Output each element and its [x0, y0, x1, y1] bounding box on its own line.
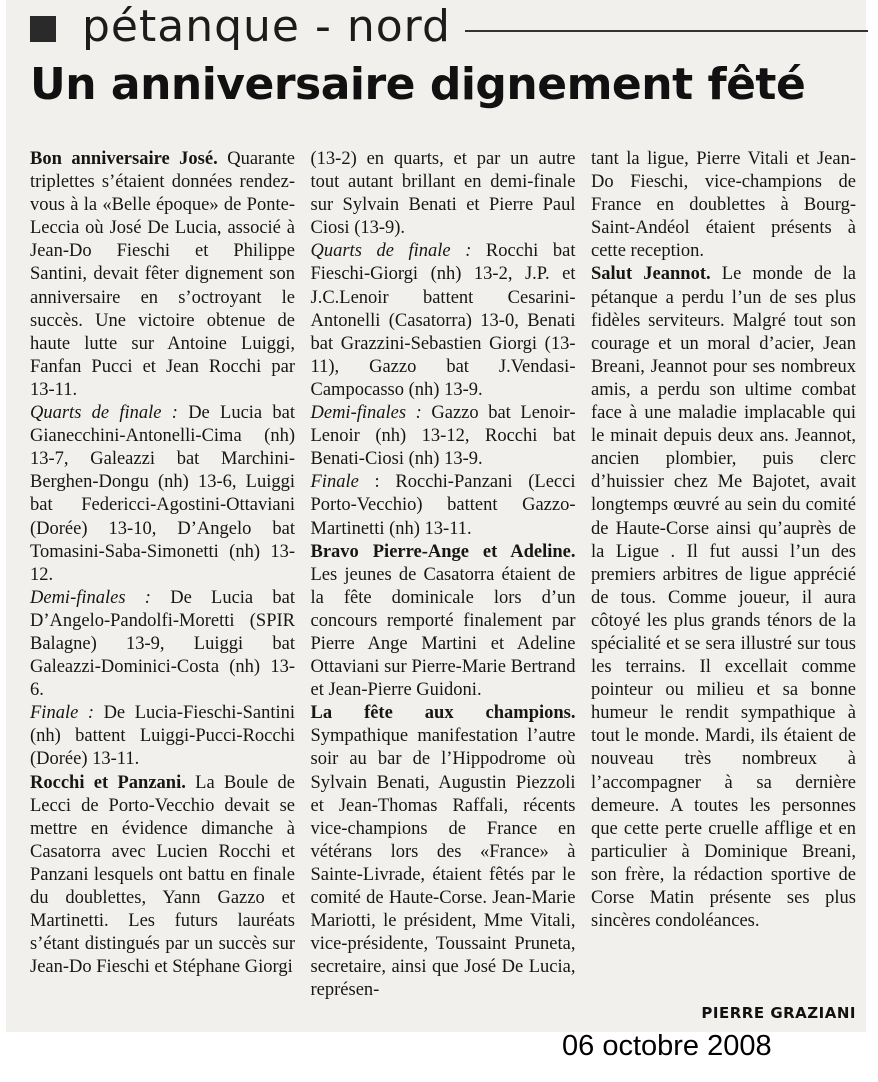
paragraph-text: Quarante triplettes s’étaient données rendez-vous à la «Belle époque» de Ponte-Leccia où José De Lucia, associé à Jean-Do Fieschi et Philippe Santini, devait fêter dignement son anniversaire en s’octroyant le succès. Une victoire obtenue de haute lutte sur Antoine Luiggi, Fanfan Pucci et Jean Rocchi par 13-11. [30, 149, 296, 400]
paragraph-text: Gazzo bat Lenoir-Lenoir (nh) 13-12, Rocchi bat Benati-Ciosi (nh) 13-9. [310, 403, 576, 470]
paragraph [311, 541, 576, 703]
rubric-rule [465, 30, 868, 32]
paragraph-text: Le monde de la pétanque a perdu l’un de ses plus fidèles serviteurs. Malgré tout son courage et un moral d’acier, Jean Breani, Jeannot pour ses nombreux amis, a perdu son ultime combat face à une maladie implacable qui le minait depuis deux ans. Jeannot, ancien plombier, puis clerc d’huissier chez Me Bajotet, avait longtemps œuvré au sein du comité de Haute-Corse ainsi qu’auprès de la Ligue . Il fut aussi l’un des premiers arbitres de ligue apprécié de tous. Comme joueur, il aura côtoyé les plus grands ténors de la spécialité et se sera illustré sur tous les terrains. Il excellait comme pointeur ou milieu et sa bonne humeur le rendit sympathique à tout le monde. Mardi, ils étaient de nouveau très nombreux à l’accompagner à sa dernière demeure. A toutes les personnes que cette perte cruelle afflige et en particulier à Dominique Breani, son frère, la rédaction sportive de Corse Matin présente ses plus sincères condoléances. [591, 264, 856, 932]
rubric-square-icon [30, 16, 56, 42]
paragraph-lead: Bon anniversaire José. [30, 149, 218, 169]
rubric-text: pétanque - nord [82, 1, 451, 52]
section-rubric [30, 1, 868, 52]
paragraph-text: La Boule de Lecci de Porto-Vecchio devait se mettre en évidence dimanche à Casatorra avec Lucien Rocchi et Panzani lesquels ont battu en finale du doublettes, Yann Gazzo et Martinetti. Les futurs lauréats s’étant distingués par un succès sur Jean-Do Fieschi et Stéphane Giorgi [30, 772, 295, 978]
paragraph-lead: Salut Jeannot. [591, 264, 711, 285]
paragraph [30, 702, 295, 771]
paragraph [311, 402, 576, 471]
paragraph [30, 402, 295, 587]
paragraph-text: De Lucia bat D’Angelo-Pandolfi-Moretti (SPIR Balagne) 13-9, Luiggi bat Galeazzi-Dominici-Costa (nh) 13-6. [30, 587, 295, 701]
paragraph-text: (13-2) en quarts, et par un autre tout autant brillant en demi-finale sur Sylvain Benati et Pierre Paul Ciosi (13-9). [310, 149, 576, 239]
paragraph-text: Sympathique manifestation l’autre soir au bar de l’Hippodrome où Sylvain Benati, Augustin Piezzoli et Jean-Thomas Raffali, récents vice-champions de France en vétérans lors des «France» à Sainte-Livrade, étaient fêtés par le comité de Haute-Corse. Jean-Marie Mariotti, le président, Mme Vitali, vice-présidente, Toussaint Pruneta, secretaire, ainsi que José De Lucia, représen- [310, 726, 576, 1001]
paragraph [30, 148, 295, 402]
paragraph [591, 148, 856, 263]
paragraph-lead: Rocchi et Panzani. [30, 772, 186, 793]
paragraph-lead: Quarts de finale : [30, 403, 178, 424]
column-1 [30, 148, 295, 1028]
paragraph-text: : Rocchi-Panzani (Lecci Porto-Vecchio) battent Gazzo-Martinetti (nh) 13-11. [310, 472, 576, 539]
paragraph [311, 240, 576, 402]
paragraph [30, 587, 295, 702]
paragraph-lead: Bravo Pierre-Ange et Adeline. [310, 541, 576, 562]
article-columns [30, 148, 856, 1028]
paragraph-text: tant la ligue, Pierre Vitali et Jean-Do Fieschi, vice-champions de France en doublettes à Bourg-Saint-Andéol étaient présents à cette reception. [591, 149, 856, 262]
paragraph [30, 772, 295, 980]
column-2 [311, 148, 576, 1028]
paragraph-lead: Finale : [30, 703, 95, 724]
paragraph [311, 148, 576, 240]
paragraph [311, 702, 576, 1002]
paragraph [311, 471, 576, 540]
author-signature: PIERRE GRAZIANI [701, 1004, 856, 1022]
paragraph-lead: Demi-finales : [30, 587, 151, 608]
paragraph-lead: Finale [310, 472, 359, 493]
paragraph-text: Les jeunes de Casatorra étaient de la fête dominicale lors d’un concours remporté finalement par Pierre Ange Martini et Adeline Ottaviani sur Pierre-Marie Bertrand et Jean-Pierre Guidoni. [310, 564, 576, 701]
paragraph-text: De Lucia bat Gianecchini-Antonelli-Cima (nh) 13-7, Galeazzi bat Marchini-Berghen-Dongu (nh) 13-6, Luiggi bat Federicci-Agostini-Ottaviani (Dorée) 13-10, D’Angelo bat Tomasini-Saba-Simonetti (nh) 13-12. [30, 403, 295, 585]
paragraph-text: Rocchi bat Fieschi-Giorgi (nh) 13-2, J.P. et J.C.Lenoir battent Cesarini-Antonelli (Casatorra) 13-0, Benati bat Grazzini-Sebastien Giorgi (13-11), Gazzo bat J.Vendasi-Campocasso (nh) 13-9. [310, 241, 576, 400]
paragraph [591, 263, 856, 933]
paragraph-lead: Quarts de finale : [310, 241, 472, 262]
headline: Un anniversaire dignement fêté [30, 59, 806, 110]
column-3 [591, 148, 856, 1028]
paragraph-lead: La fête aux champions. [310, 703, 576, 724]
paragraph-lead: Demi-finales : [310, 403, 422, 424]
paragraph-text: De Lucia-Fieschi-Santini (nh) battent Luiggi-Pucci-Rocchi (Dorée) 13-11. [30, 703, 295, 770]
clipping-date: 06 octobre 2008 [562, 1030, 772, 1062]
